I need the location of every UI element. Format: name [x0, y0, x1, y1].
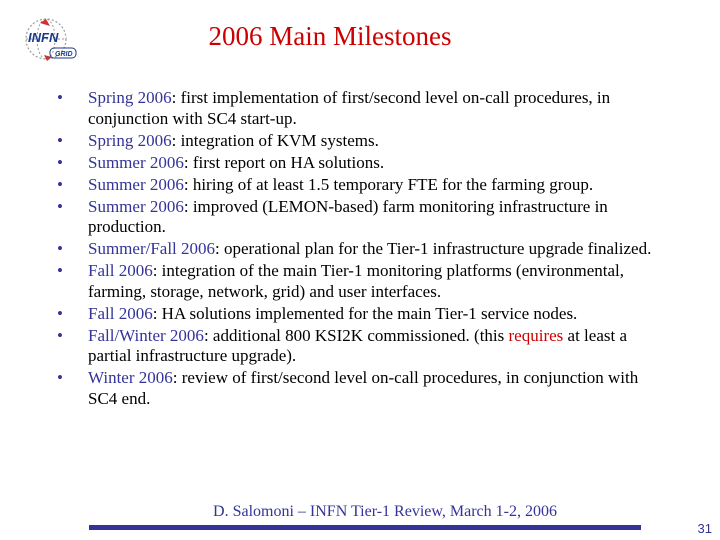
- bullet-icon: •: [57, 368, 63, 387]
- milestone-text-tail: at least a partial infrastructure upgrade).: [88, 325, 627, 365]
- milestone-item: [57, 153, 657, 174]
- infn-grid-logo: [22, 14, 80, 64]
- page-number: 31: [697, 521, 712, 536]
- milestone-text: : additional 800 KSI2K commissioned. (this: [203, 325, 509, 345]
- svg-text:GRID: GRID: [55, 51, 73, 58]
- milestone-item: [57, 175, 657, 196]
- milestone-period: Summer/Fall 2006: [88, 239, 216, 258]
- milestone-text: : first implementation of first/second level on-call procedures, in conjunction with SC4 start-up.: [88, 88, 611, 128]
- bullet-icon: •: [57, 303, 63, 323]
- milestone-text: : improved (LEMON-based) farm monitoring infrastructure in production.: [88, 196, 608, 236]
- bullet-icon: •: [57, 325, 63, 345]
- slide-footer: D. Salomoni – INFN Tier-1 Review, March 1-2, 2006: [213, 503, 557, 520]
- milestone-text: : first report on HA solutions.: [183, 152, 385, 172]
- bullet-icon: •: [57, 88, 63, 107]
- milestone-period: Summer 2006: [88, 196, 184, 216]
- slide-title: 2006 Main Milestones: [208, 21, 452, 51]
- milestone-list: [57, 88, 657, 411]
- milestone-text: : review of first/second level on-call procedures, in conjunction with SC4 end.: [88, 368, 639, 408]
- milestone-item: [57, 304, 657, 325]
- bullet-icon: •: [57, 196, 63, 216]
- milestone-period: Winter 2006: [88, 368, 173, 387]
- milestone-item: [57, 326, 657, 367]
- milestone-text: : integration of KVM systems.: [171, 130, 379, 150]
- milestone-period: Fall 2006: [88, 303, 153, 323]
- milestone-item: [57, 88, 657, 129]
- milestone-item: [57, 261, 657, 302]
- footer-divider: [89, 525, 641, 530]
- milestone-period: Fall/Winter 2006: [88, 325, 204, 345]
- milestone-item: [57, 368, 657, 409]
- milestone-text: : HA solutions implemented for the main Tier-1 service nodes.: [152, 303, 578, 323]
- bullet-icon: •: [57, 261, 63, 280]
- bullet-icon: •: [57, 130, 63, 150]
- bullet-icon: •: [57, 239, 63, 258]
- milestone-period: Summer 2006: [88, 174, 184, 194]
- milestone-period: Spring 2006: [88, 88, 172, 107]
- bullet-icon: •: [57, 174, 63, 194]
- milestone-text: : integration of the main Tier-1 monitoring platforms (environmental, farming, storage, network, grid) and user interfaces.: [88, 261, 625, 301]
- svg-text:INFN: INFN: [28, 30, 59, 45]
- milestone-period: Spring 2006: [88, 130, 172, 150]
- milestone-highlight: requires: [508, 325, 564, 345]
- milestone-text: : hiring of at least 1.5 temporary FTE for the farming group.: [183, 174, 594, 194]
- milestone-period: Fall 2006: [88, 261, 153, 280]
- milestone-item: [57, 131, 657, 152]
- milestone-text: : operational plan for the Tier-1 infrastructure upgrade finalized.: [215, 239, 652, 258]
- milestone-item: [57, 239, 657, 260]
- milestone-period: Summer 2006: [88, 152, 184, 172]
- milestone-item: [57, 197, 657, 238]
- bullet-icon: •: [57, 152, 63, 172]
